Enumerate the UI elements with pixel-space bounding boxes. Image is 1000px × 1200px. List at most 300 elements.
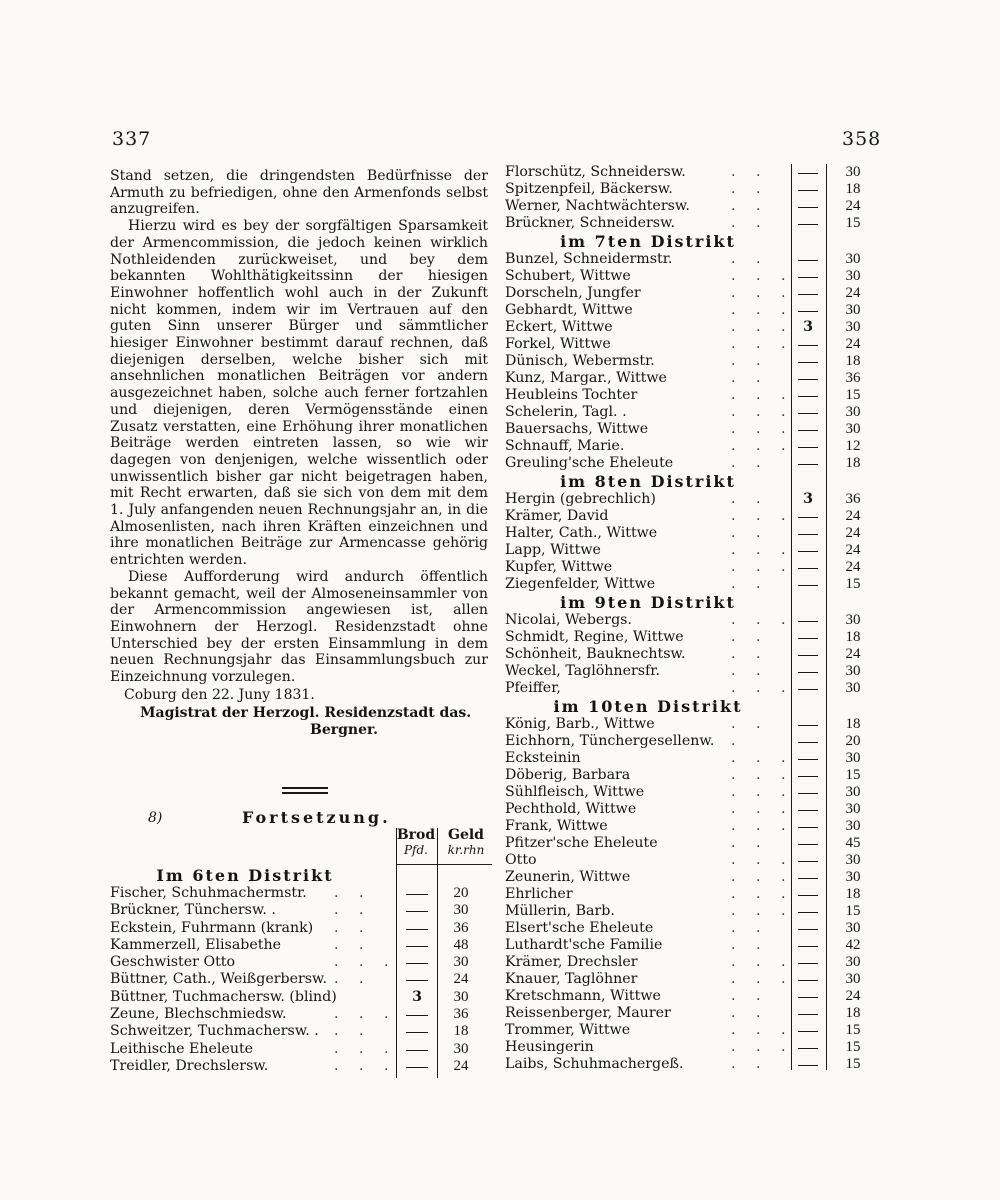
entry-name: Forkel, Wittwe	[505, 336, 611, 352]
brod-dash	[798, 517, 818, 518]
leader-dots: . . .	[731, 319, 794, 335]
leader-dots: . .	[731, 629, 769, 645]
entry-name: Frank, Wittwe	[505, 818, 608, 834]
entry-name: Döberig, Barbara	[505, 767, 631, 783]
leader-dots: . .	[731, 663, 769, 679]
brod-dash	[406, 1050, 428, 1051]
brod-dash	[798, 946, 818, 947]
ledger-row	[505, 629, 877, 646]
brod-dash	[406, 1015, 428, 1016]
entry-name: Pechthold, Wittwe	[505, 801, 637, 817]
ledger-row	[505, 750, 877, 767]
geld-value: 30	[845, 421, 861, 437]
separator-rule	[282, 787, 328, 789]
geld-label: Geld	[448, 827, 484, 843]
notice-paragraph-2: Hierzu wird es bey der sorgfältigen Sparsamkeit der Armencommission, die jedoch keinen wirklich Nothleidenden zurückweiset, und bey dem bekannten Wohlthätigkeitssinn der hiesigen Einwohner hoffentlich wohl auch in der Zukunft nicht kommen, indem wir im Vertrauen auf den guten Sinn unserer Bürger und sämmtlicher hiesiger Einwohner bestimmt darauf rechnen, daß diejenigen derselben, welche bisher sich mit ansehnlichen monatlichen Beiträgen vor andern ausgezeichnet haben, solche auch ferner fortzahlen und diejenigen, deren Vermögensstände einen Zusatz verstatten, eine Erhöhung ihrer monatlichen Beiträge werden eintreten lassen, so wie wir dagegen von denjenigen, welche wissentlich oder unwissentlich bisher gar nicht beigetragen haben, mit Recht erwarten, daß sie sich von dem mit dem 1. July anfangenden neuen Rechnungsjahr an, in die Almosenlisten, nach ihren Kräften einzeichnen und ihre monatlichen Beiträge zur Armencasse gehörig entrichten werden.	[110, 218, 488, 569]
leader-dots: . . .	[731, 767, 794, 783]
leader-dots: . .	[334, 1023, 372, 1040]
leader-dots: . . .	[731, 1022, 794, 1038]
entry-name: Lapp, Wittwe	[505, 542, 601, 558]
ledger-row	[505, 319, 877, 336]
district-heading: Im 6ten Distrikt	[156, 866, 334, 885]
geld-value: 30	[845, 612, 861, 628]
geld-value: 24	[845, 988, 861, 1004]
geld-value: 30	[845, 784, 861, 800]
ledger-row	[505, 336, 877, 353]
leader-dots: . .	[731, 646, 769, 662]
leader-dots: . . .	[731, 954, 794, 970]
geld-value: 15	[845, 903, 861, 919]
signature: Magistrat der Herzogl. Residenzstadt das.	[140, 704, 472, 721]
geld-value: 15	[845, 1022, 861, 1038]
ledger-row	[505, 716, 877, 733]
ledger-row	[505, 508, 877, 525]
entry-name: Schmidt, Regine, Wittwe	[505, 629, 684, 645]
brod-dash	[798, 793, 818, 794]
notice-text	[110, 168, 488, 686]
ledger-row	[505, 198, 877, 215]
ledger-row	[505, 988, 877, 1005]
geld-value: 18	[453, 1023, 469, 1040]
geld-value: 12	[845, 438, 861, 454]
entry-name: Dorscheln, Jungfer	[505, 285, 641, 301]
brod-dash	[798, 655, 818, 656]
continuation-title: Fortsetzung.	[242, 808, 391, 827]
brod-dash	[798, 776, 818, 777]
leader-dots: . . .	[731, 268, 794, 284]
ledger-row	[505, 525, 877, 542]
geld-value: 18	[845, 629, 861, 645]
brod-dash	[798, 895, 818, 896]
district-heading: im 10ten Distrikt	[553, 697, 743, 716]
leader-dots: . . .	[731, 302, 794, 318]
ledger-row	[505, 1039, 877, 1056]
ledger-row	[110, 937, 496, 954]
entry-name: Ecksteinin	[505, 750, 581, 766]
entry-name: Schnauff, Marie.	[505, 438, 625, 454]
ledger-row	[110, 1023, 496, 1040]
entry-name: Pfeiffer,	[505, 680, 561, 696]
entry-name: Laibs, Schuhmachergeß.	[505, 1056, 684, 1072]
brod-dash	[798, 672, 818, 673]
ledger-row	[110, 920, 496, 937]
ledger-row	[505, 733, 877, 750]
entry-name: Weckel, Taglöhnersfr.	[505, 663, 661, 679]
leader-dots: . . .	[731, 612, 794, 628]
leader-dots: . .	[731, 198, 769, 214]
leader-dots: . . .	[731, 387, 794, 403]
brod-dash	[798, 311, 818, 312]
ledger-row	[505, 663, 877, 680]
ledger-row	[505, 302, 877, 319]
leader-dots: . .	[731, 491, 769, 507]
ledger-row	[505, 181, 877, 198]
brod-unit: Pfd.	[403, 843, 428, 857]
entry-name: Schweitzer, Tuchmachersw. .	[110, 1023, 319, 1040]
leader-dots: . .	[334, 936, 372, 953]
brod-dash	[798, 689, 818, 690]
geld-value: 30	[845, 818, 861, 834]
leader-dots: . . .	[731, 559, 794, 575]
entry-name: Fischer, Schuhmachermstr.	[110, 885, 307, 901]
ledger-row	[505, 852, 877, 869]
brod-value: 3	[803, 491, 813, 507]
entry-name: Zeune, Blechschmiedsw.	[110, 1006, 287, 1023]
ledger-row	[505, 818, 877, 835]
brod-dash	[798, 585, 818, 586]
ledger-row	[505, 920, 877, 937]
geld-value: 42	[845, 937, 861, 953]
ledger-row	[505, 251, 877, 268]
geld-value: 30	[845, 971, 861, 987]
leader-dots: . .	[731, 1056, 769, 1072]
leader-dots: . . .	[334, 954, 397, 971]
geld-value: 45	[845, 835, 861, 851]
leader-dots: . . .	[334, 1057, 397, 1074]
entry-name: Krämer, Drechsler	[505, 954, 638, 970]
ledger-row	[505, 680, 877, 697]
ledger-row	[110, 1006, 496, 1023]
brod-dash	[406, 1067, 428, 1068]
entry-name: Schönheit, Bauknechtsw.	[505, 646, 686, 662]
geld-value: 30	[845, 852, 861, 868]
geld-value: 30	[845, 954, 861, 970]
entry-name: Heubleins Tochter	[505, 387, 638, 403]
brod-dash	[798, 725, 818, 726]
entry-name: Schelerin, Tagl. .	[505, 404, 627, 420]
brod-dash	[798, 810, 818, 811]
ledger-row	[110, 989, 496, 1006]
entry-name: Leithische Eheleute	[110, 1040, 254, 1057]
brod-dash	[798, 534, 818, 535]
entry-name: Spitzenpfeil, Bäckersw.	[505, 181, 673, 197]
entry-name: Brückner, Tünchersw. .	[110, 902, 276, 919]
brod-dash	[798, 551, 818, 552]
leader-dots: . .	[731, 455, 769, 471]
geld-value: 30	[845, 251, 861, 267]
brod-dash	[798, 1065, 818, 1066]
leader-dots: . . .	[731, 404, 794, 420]
entry-name: Büttner, Tuchmachersw. (blind)	[110, 988, 337, 1005]
geld-value: 30	[845, 750, 861, 766]
ledger-row	[505, 886, 877, 903]
district-heading: im 7ten Distrikt	[560, 232, 736, 251]
ledger-row	[505, 937, 877, 954]
ledger-row	[505, 542, 877, 559]
geld-value: 24	[453, 1057, 469, 1074]
ledger-right-column	[505, 164, 877, 1073]
ledger-row	[505, 1056, 877, 1073]
entry-name: Eichhorn, Tünchergesellenw.	[505, 733, 715, 749]
brod-dash	[798, 224, 818, 225]
geld-value: 30	[845, 404, 861, 420]
brod-dash	[798, 413, 818, 414]
brod-dash	[798, 997, 818, 998]
brod-dash	[798, 827, 818, 828]
ledger-row	[110, 885, 496, 902]
leader-dots: . . .	[731, 680, 794, 696]
entry-name: Brückner, Schneidersw.	[505, 215, 676, 231]
geld-value: 30	[845, 801, 861, 817]
geld-value: 24	[845, 285, 861, 301]
ledger-row	[505, 801, 877, 818]
notice-paragraph-3: Diese Aufforderung wird andurch öffentlich bekannt gemacht, weil der Almoseneinsammler von der Armencommission angewiesen ist, allen Einwohnern der Herzogl. Residenzstadt ohne Unterschied bey der ersten Einsammlung in dem neuen Rechnungsjahr das Einsammlungsbuch zur Einzeichnung vorzulegen.	[110, 568, 488, 686]
entry-name: Heusingerin	[505, 1039, 594, 1055]
geld-value: 30	[453, 988, 469, 1005]
geld-value: 24	[453, 971, 469, 988]
ledger-row	[505, 835, 877, 852]
entry-name: Bauersachs, Wittwe	[505, 421, 649, 437]
entry-name: Eckstein, Fuhrmann (krank)	[110, 919, 314, 936]
brod-dash	[798, 430, 818, 431]
brod-dash	[798, 173, 818, 174]
leader-dots: . .	[731, 937, 769, 953]
entry-name: Sühlfleisch, Wittwe	[505, 784, 645, 800]
brod-dash	[406, 980, 428, 981]
geld-value: 24	[845, 508, 861, 524]
geld-value: 15	[845, 767, 861, 783]
brod-dash	[406, 1032, 428, 1033]
geld-value: 15	[845, 215, 861, 231]
entry-name: Ziegenfelder, Wittwe	[505, 576, 656, 592]
brod-dash	[798, 294, 818, 295]
leader-dots: . .	[334, 885, 372, 901]
entry-name: Elsert'sche Eheleute	[505, 920, 654, 936]
page-number-left: 337	[112, 128, 152, 150]
ledger-row	[505, 455, 877, 472]
entry-name: Müllerin, Barb.	[505, 903, 615, 919]
geld-value: 36	[453, 1006, 469, 1023]
leader-dots: . .	[731, 251, 769, 267]
leader-dots: . . .	[731, 285, 794, 301]
entry-name: Werner, Nachtwächtersw.	[505, 198, 690, 214]
entry-name: Hergin (gebrechlich)	[505, 491, 656, 507]
entry-name: Kretschmann, Wittwe	[505, 988, 661, 1004]
entry-name: Krämer, David	[505, 508, 609, 524]
leader-dots: . .	[731, 215, 769, 231]
entry-name: Trommer, Wittwe	[505, 1022, 631, 1038]
ledger-row	[505, 438, 877, 455]
ledger-row	[505, 370, 877, 387]
entry-name: Nicolai, Webergs.	[505, 612, 632, 628]
entry-name: Büttner, Cath., Weißgerbersw.	[110, 971, 328, 988]
leader-dots: . .	[731, 920, 769, 936]
district-heading: im 9ten Distrikt	[560, 593, 736, 612]
entry-name: Florschütz, Schneidersw.	[505, 164, 686, 180]
geld-value: 18	[845, 353, 861, 369]
ledger-row	[505, 421, 877, 438]
entry-name: Halter, Cath., Wittwe	[505, 525, 658, 541]
leader-dots: . . .	[731, 784, 794, 800]
separator-rule-lower	[282, 792, 328, 794]
leader-dots: . . .	[731, 1039, 794, 1055]
geld-value: 24	[845, 559, 861, 575]
entry-name: Otto	[505, 852, 537, 868]
leader-dots: . .	[731, 988, 769, 1004]
brod-value: 3	[412, 988, 422, 1005]
entry-name: Geschwister Otto	[110, 954, 236, 971]
brod-dash	[798, 379, 818, 380]
brod-dash	[798, 638, 818, 639]
ledger-row	[505, 215, 877, 232]
geld-value: 30	[845, 268, 861, 284]
ledger-row	[505, 404, 877, 421]
entry-name: Reissenberger, Maurer	[505, 1005, 671, 1021]
geld-value: 30	[453, 954, 469, 971]
geld-value: 36	[845, 370, 861, 386]
brod-dash	[798, 190, 818, 191]
leader-dots: . .	[731, 164, 769, 180]
brod-dash	[798, 844, 818, 845]
brod-dash	[798, 759, 818, 760]
brod-dash	[798, 621, 818, 622]
leader-dots: . .	[731, 716, 769, 732]
leader-dots: . .	[731, 370, 769, 386]
leader-dots: . .	[731, 181, 769, 197]
entry-name: Kunz, Margar., Wittwe	[505, 370, 667, 386]
entry-name: Dünisch, Webermstr.	[505, 353, 655, 369]
entry-name: Luthardt'sche Familie	[505, 937, 663, 953]
brod-dash	[798, 912, 818, 913]
dateline: Coburg den 22. Juny 1831.	[124, 686, 315, 703]
brod-dash	[798, 878, 818, 879]
leader-dots: . .	[334, 919, 372, 936]
leader-dots: . .	[334, 902, 372, 919]
ledger-row	[110, 971, 496, 988]
entry-name: Schubert, Wittwe	[505, 268, 631, 284]
leader-dots: . . .	[731, 438, 794, 454]
leader-dots: . . .	[731, 818, 794, 834]
column-header-brod	[396, 828, 436, 858]
leader-dots: . .	[731, 835, 769, 851]
entry-name: König, Barb., Wittwe	[505, 716, 655, 732]
leader-dots: . . .	[731, 336, 794, 352]
leader-dots: . .	[731, 525, 769, 541]
ledger-row	[505, 387, 877, 404]
ledger-6th-district	[110, 864, 496, 1075]
leader-dots: . .	[731, 576, 769, 592]
leader-dots: .	[731, 733, 744, 749]
brod-dash	[798, 362, 818, 363]
ledger-row	[505, 784, 877, 801]
leader-dots: . . .	[731, 886, 794, 902]
ledger-row	[505, 268, 877, 285]
geld-value: 24	[845, 336, 861, 352]
ledger-row	[505, 353, 877, 370]
geld-value: 24	[845, 646, 861, 662]
leader-dots: . . .	[334, 1006, 397, 1023]
brod-dash	[406, 946, 428, 947]
ledger-row	[505, 903, 877, 920]
brod-dash	[798, 980, 818, 981]
geld-value: 18	[845, 455, 861, 471]
geld-value: 36	[453, 919, 469, 936]
geld-value: 20	[845, 733, 861, 749]
geld-value: 30	[845, 920, 861, 936]
ledger-row	[505, 559, 877, 576]
brod-dash	[406, 929, 428, 930]
brod-dash	[798, 277, 818, 278]
ledger-row	[505, 491, 877, 508]
geld-value: 30	[845, 302, 861, 318]
geld-value: 15	[845, 387, 861, 403]
column-header-geld	[440, 828, 492, 858]
geld-value: 18	[845, 716, 861, 732]
ledger-row	[505, 285, 877, 302]
brod-dash	[406, 963, 428, 964]
geld-value: 18	[845, 181, 861, 197]
brod-dash	[798, 742, 818, 743]
geld-value: 48	[453, 936, 469, 953]
brod-dash	[798, 464, 818, 465]
ledger-row	[505, 971, 877, 988]
geld-unit: kr.rhn	[447, 843, 485, 857]
entry-name: Ehrlicher	[505, 886, 573, 902]
entry-name: Bunzel, Schneidermstr.	[505, 251, 673, 267]
geld-value: 20	[453, 885, 469, 901]
entry-name: Treidler, Drechslersw.	[110, 1057, 269, 1074]
ledger-rows-right	[505, 164, 877, 1073]
geld-value: 36	[845, 491, 861, 507]
geld-value: 30	[845, 319, 861, 335]
brod-value: 3	[803, 319, 813, 335]
leader-dots: . . .	[731, 852, 794, 868]
entry-name: Gebhardt, Wittwe	[505, 302, 633, 318]
ledger-row	[110, 954, 496, 971]
geld-value: 24	[845, 542, 861, 558]
ledger-row	[505, 612, 877, 629]
ledger-row	[505, 1005, 877, 1022]
ledger-row	[505, 869, 877, 886]
geld-value: 24	[845, 198, 861, 214]
leader-dots: . . .	[731, 421, 794, 437]
brod-dash	[798, 447, 818, 448]
ledger-row	[110, 1041, 496, 1058]
ledger-row	[505, 164, 877, 181]
geld-value: 30	[453, 1040, 469, 1057]
ledger-row	[505, 954, 877, 971]
geld-value: 30	[453, 902, 469, 919]
entry-name: Eckert, Wittwe	[505, 319, 613, 335]
leader-dots: . . .	[731, 869, 794, 885]
district-heading: im 8ten Distrikt	[560, 472, 736, 491]
brod-dash	[798, 207, 818, 208]
leader-dots: . .	[731, 353, 769, 369]
brod-dash	[798, 1014, 818, 1015]
leader-dots: . .	[731, 1005, 769, 1021]
entry-name: Kammerzell, Elisabethe	[110, 936, 281, 953]
brod-label: Brod	[396, 827, 436, 843]
brod-dash	[798, 345, 818, 346]
brod-dash	[798, 963, 818, 964]
ledger-rows	[110, 885, 496, 1075]
geld-value: 30	[845, 869, 861, 885]
leader-dots: . . .	[334, 1040, 397, 1057]
geld-value: 18	[845, 886, 861, 902]
geld-value: 24	[845, 525, 861, 541]
leader-dots: . . .	[731, 508, 794, 524]
geld-value: 30	[845, 680, 861, 696]
entry-name: Pfitzer'sche Eheleute	[505, 835, 658, 851]
geld-value: 15	[845, 1056, 861, 1072]
brod-dash	[798, 396, 818, 397]
brod-dash	[798, 929, 818, 930]
leader-dots: . . .	[731, 750, 794, 766]
leader-dots: . .	[334, 971, 372, 988]
ledger-row	[110, 1058, 496, 1075]
geld-value: 15	[845, 1039, 861, 1055]
brod-dash	[798, 861, 818, 862]
